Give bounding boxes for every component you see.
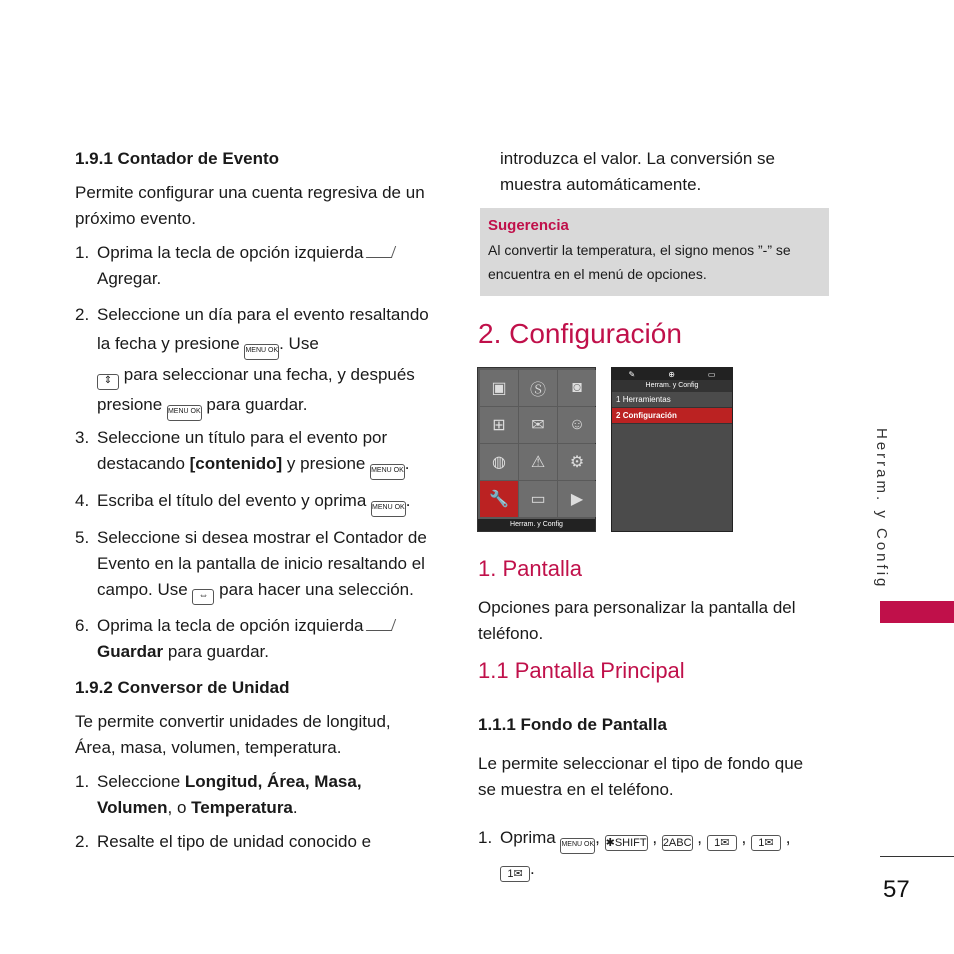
step-2: 2. Seleccione un día para el evento resaltando la fecha y presione MENU OK. Use ⇕ para seleccionar una fecha, y después presione MENU OK para guardar. xyxy=(75,300,435,421)
menu-ok-key-icon: MENU OK xyxy=(370,464,405,480)
tip-box xyxy=(480,208,829,296)
one-key-icon: 1✉ xyxy=(500,866,530,882)
play-icon: ▶ xyxy=(558,481,596,517)
cart-icon: ⊞ xyxy=(480,407,518,443)
folder-icon: ▭ xyxy=(519,481,557,517)
pantalla-desc: Opciones para personalizar la pantalla del teléfono. xyxy=(478,598,796,643)
signal-icon: ✎ xyxy=(628,369,636,379)
footer-rule xyxy=(880,856,954,857)
menu-item-configuracion: 2 Configuración xyxy=(612,408,732,424)
contacts-icon: ☺ xyxy=(558,407,596,443)
conv-step-1: 1. Seleccione Longitud, Área, Masa, Volumen, o Temperatura. xyxy=(75,772,362,817)
fondo-heading: 1.1.1 Fondo de Pantalla xyxy=(478,715,667,734)
alert-icon: ⚠ xyxy=(519,444,557,480)
phone-menu-screenshot xyxy=(477,367,596,532)
star-shift-key-icon: ✱SHIFT xyxy=(605,837,647,849)
menu-ok-key-icon: MENU OK xyxy=(244,344,279,360)
navigation-key-icon: ⇕ xyxy=(97,374,119,390)
gps-icon: ⊕ xyxy=(668,369,675,379)
fondo-desc: Le permite seleccionar el tipo de fondo que se muestra en el teléfono. xyxy=(478,754,804,799)
battery-icon: ▭ xyxy=(707,369,716,379)
left-softkey-icon xyxy=(366,246,396,258)
menu-ok-key-icon: MENU OK xyxy=(371,501,406,517)
tip-body: Al convertir la temperatura, el signo menos ”-” se encuentra en el menú de opciones. xyxy=(488,242,791,282)
globe-icon: ◍ xyxy=(480,444,518,480)
step-1: 1. Oprima la tecla de opción izquierda Agregar. xyxy=(75,240,435,292)
page-number: 57 xyxy=(883,876,910,903)
screen1-caption: Herram. y Config xyxy=(478,519,595,531)
two-abc-key-icon: 2ABC xyxy=(662,837,692,849)
menu-ok-key-icon: MENU OK xyxy=(167,405,202,421)
section-192-heading: 1.9.2 Conversor de Unidad xyxy=(75,678,290,697)
menu-item-herramientas: 1 Herramientas xyxy=(612,392,732,408)
step-3: 3. Seleccione un título para el evento por destacando [contenido] y presione MENU OK. xyxy=(75,425,435,480)
conversion-continued: introduzca el valor. La conversión se muestra automáticamente. xyxy=(500,149,775,194)
navigation-key-icon: ⇔ xyxy=(192,589,214,605)
tip-title: Sugerencia xyxy=(488,217,569,234)
section-191-intro: Permite configurar una cuenta regresiva de un próximo evento. xyxy=(75,183,425,228)
side-tab-marker xyxy=(880,601,954,623)
one-key-icon: 1✉ xyxy=(751,835,781,851)
pantalla-heading: 1. Pantalla xyxy=(478,556,582,581)
side-section-label: Herram. y Config xyxy=(873,428,890,590)
section-2-heading: 2. Configuración xyxy=(478,318,682,349)
mail-icon: ✉ xyxy=(519,407,557,443)
tools-icon: 🔧 xyxy=(480,481,518,517)
section-191-heading: 1.9.1 Contador de Evento xyxy=(75,149,280,168)
step-6: 6. Oprima la tecla de opción izquierda Guardar para guardar. xyxy=(75,613,435,665)
step-4: 4. Escriba el título del evento y oprima MENU OK. xyxy=(75,488,435,517)
dollar-icon: Ⓢ xyxy=(519,370,557,406)
section-192-intro: Te permite convertir unidades de longitud, Área, masa, volumen, temperatura. xyxy=(75,712,391,757)
step-5: 5. Seleccione si desea mostrar el Contador de Evento en la pantalla de inicio resaltando el campo. Use ⇔ para hacer una selección. xyxy=(75,525,435,605)
camera-icon: ◙ xyxy=(558,370,596,406)
pantalla-principal-heading: 1.1 Pantalla Principal xyxy=(478,658,685,683)
phone-submenu-screenshot xyxy=(611,367,733,532)
left-softkey-icon xyxy=(366,619,396,631)
briefcase-icon: ▣ xyxy=(480,370,518,406)
left-column xyxy=(75,146,435,855)
menu-ok-key-icon: MENU OK xyxy=(560,838,595,854)
settings-icon: ⚙ xyxy=(558,444,596,480)
fondo-step-1: 1. Oprima MENU OK, ✱SHIFT , 2ABC , 1✉ , 1✉ , 1✉ . xyxy=(478,828,791,880)
conv-step-2: 2. Resalte el tipo de unidad conocido e xyxy=(75,832,372,851)
screen2-title: Herram. y Config xyxy=(612,380,732,392)
one-key-icon: 1✉ xyxy=(707,835,737,851)
